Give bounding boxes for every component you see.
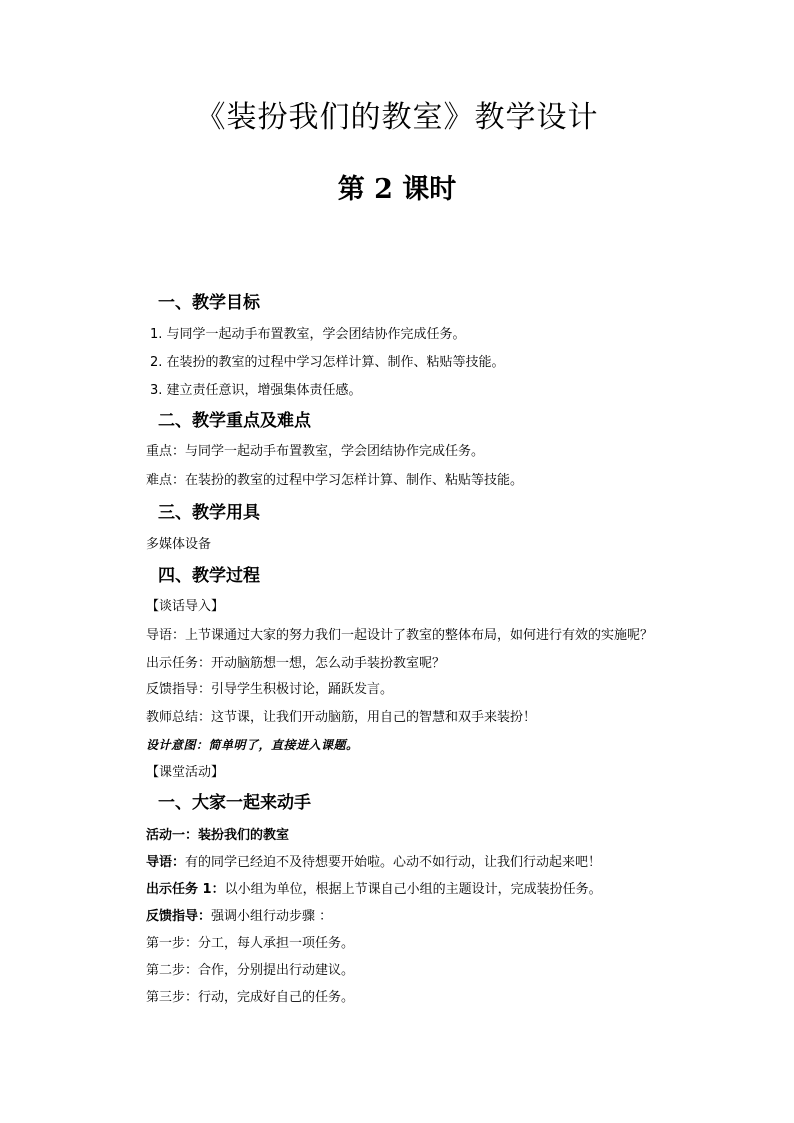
activity-sub-heading: 一、大家一起来动手 [158,793,311,813]
intro-line: 出示任务：开动脑筋想一想，怎么动手装扮教室呢？ [146,656,446,671]
intro-line: 教师总结：这节课，让我们开动脑筋，用自己的智慧和双手来装扮！ [146,710,537,725]
intro-line: 导语：上节课通过大家的努力我们一起设计了教室的整体布局，如何进行有效的实施呢？ [146,628,654,643]
feedback-label: 反馈指导： [146,909,212,924]
activity-feedback [146,907,332,927]
document-title: 《装扮我们的教室》教学设计 [195,100,599,135]
section-heading-process: 四、教学过程 [158,566,260,586]
activity-guide [146,853,601,873]
design-intent-note: 设计意图：简单明了，直接进入课题。 [146,738,359,752]
objective-item: 1. 与同学一起动手布置教室，学会团结协作完成任务。 [150,327,466,342]
task-label: 出示任务 1： [146,882,225,897]
intro-line: 反馈指导：引导学生积极讨论，踊跃发言。 [146,682,394,697]
activity-step: 第一步：分工，每人承担一项任务。 [146,936,355,951]
activity-label: 【课堂活动】 [146,765,225,780]
activity-task [146,880,602,900]
tools-text: 多媒体设备 [146,537,212,552]
guide-label: 导语： [146,855,186,870]
activity-title [146,826,289,846]
lesson-period: 第 2 课时 [337,174,457,205]
guide-text: 有的同学已经迫不及待想要开始啦。心动不如行动，让我们行动起来吧！ [185,855,602,870]
activity-step: 第三步：行动，完成好自己的任务。 [146,990,355,1005]
section-heading-tools: 三、教学用具 [158,503,260,523]
feedback-text: 强调小组行动步骤 ： [211,909,333,924]
key-point-text: 重点：与同学一起动手布置教室，学会团结协作完成任务。 [146,444,485,459]
activity-title-text: 活动一：装扮我们的教室 [146,828,290,843]
task-text: 以小组为单位，根据上节课自己小组的主题设计，完成装扮任务。 [224,882,602,897]
difficulty-text: 难点：在装扮的教室的过程中学习怎样计算、制作、粘贴等技能。 [146,473,524,488]
activity-step: 第二步：合作，分别提出行动建议。 [146,963,355,978]
section-heading-objectives: 一、教学目标 [158,293,260,313]
intro-label: 【谈话导入】 [146,599,225,614]
section-heading-key-points: 二、教学重点及难点 [158,411,311,431]
objective-item: 3. 建立责任意识，增强集体责任感。 [150,383,362,398]
objective-item: 2. 在装扮的教室的过程中学习怎样计算、制作、粘贴等技能。 [150,355,505,370]
